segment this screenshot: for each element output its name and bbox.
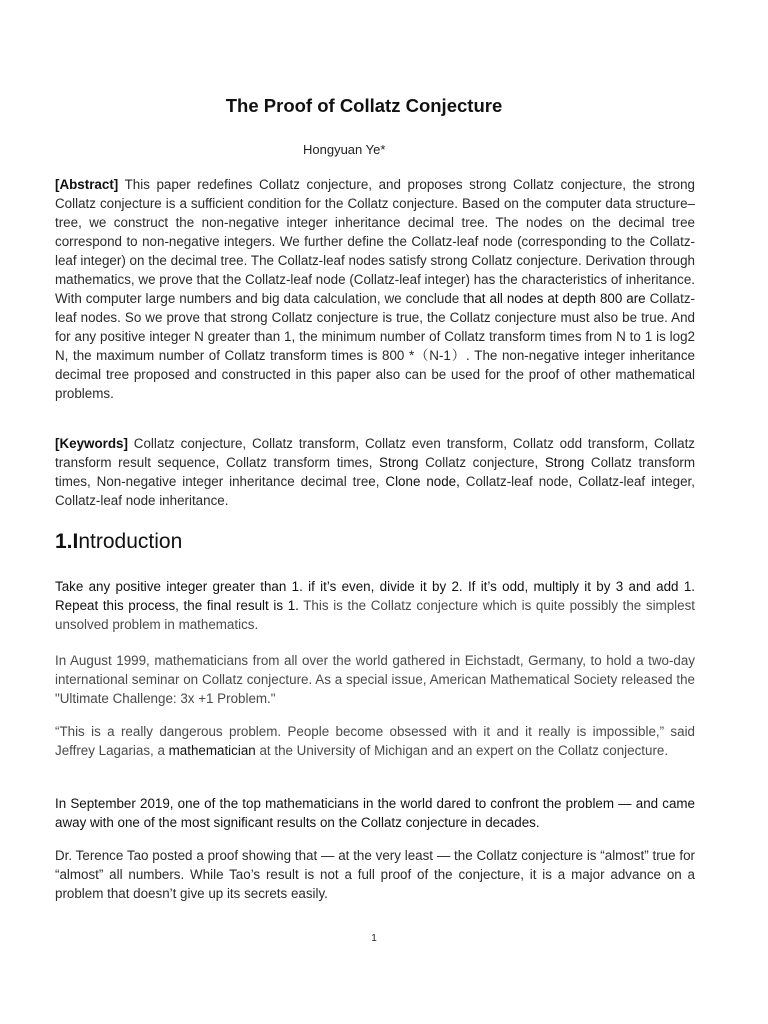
- keywords-strong-2: Strong: [544, 455, 585, 470]
- section-heading-introduction: [55, 530, 182, 554]
- abstract-emphasis: that all nodes at depth 800 are: [463, 291, 646, 306]
- paper-title: The Proof of Collatz Conjecture: [225, 95, 503, 116]
- intro-paragraph-2: In August 1999, mathematicians from all over the world gathered in Eichstadt, Germany, to hold a two-day international seminar on Collatz conjecture. As a special issue, American Mathematical Society released the "Ultimate Challenge: 3x +1 Problem.": [55, 653, 695, 706]
- keywords-clone-node: Clone node,: [385, 474, 460, 489]
- paper-author: Hongyuan Ye*: [303, 142, 386, 157]
- intro-p1-light-text: This is the Collatz conjecture which is quite possibly the simplest unsolved problem in mathematics.: [55, 598, 695, 632]
- keywords-text-1: Collatz conjecture, Collatz transform, Collatz even transform, Collatz odd transform, Collatz transform result sequence, Collatz transform times,: [55, 436, 695, 470]
- keywords-text-2: Collatz conjecture,: [418, 455, 545, 470]
- abstract-text-2: Collatz-leaf nodes. So we prove that strong Collatz conjecture is true, the Collatz conjecture must also be true. And for any positive integer N greater than 1, the minimum number of Collatz transform times from N to 1 is log2 N, the maximum number of Collatz transform times is 800 *（N-1）. The non-negative integer inheritance decimal tree proposed and constructed in this paper also can be used for the proof of other mathematical problems.: [55, 291, 695, 401]
- keywords-label: [Keywords]: [55, 436, 128, 451]
- abstract-text-1: This paper redefines Collatz conjecture, and proposes strong Collatz conjecture, the strong Collatz conjecture is a sufficient condition for the Collatz conjecture. Based on the computer data structure–tree, we construct the non-negative integer inheritance decimal tree. The nodes on the decimal tree correspond to non-negative integers. We further define the Collatz-leaf node (corresponding to the Collatz-leaf integer) on the decimal tree. The Collatz-leaf nodes satisfy strong Collatz conjecture. Derivation through mathematics, we prove that the Collatz-leaf node (Collatz-leaf integer) has the characteristics of inheritance. With computer large numbers and big data calculation, we conclude: [55, 177, 695, 306]
- abstract-label: [Abstract]: [55, 177, 119, 192]
- keywords-text-3: Collatz transform times, Non-negative integer inheritance decimal tree,: [55, 455, 695, 489]
- intro-p1-dark-text: Take any positive integer greater than 1. if it’s even, divide it by 2. If it’s odd, multiply it by 3 and add 1. Repeat this process, the final result is 1.: [55, 579, 695, 613]
- keywords-text-4: Collatz-leaf node, Collatz-leaf integer, Collatz-leaf node inheritance.: [55, 474, 695, 508]
- intro-paragraph-5: Dr. Terence Tao posted a proof showing that — at the very least — the Collatz conjecture is “almost” true for “almost” all numbers. While Tao’s result is not a full proof of the conjecture, it is a major advance on a problem that doesn’t give up its secrets easily.: [55, 848, 695, 901]
- section-title: ntroduction: [78, 530, 183, 553]
- keywords-strong-1: Strong: [379, 455, 419, 470]
- intro-p3-text-2: at the University of Michigan and an expert on the Collatz conjecture.: [255, 743, 669, 758]
- intro-paragraph-3: [55, 722, 695, 760]
- intro-p3-text-1: “This is a really dangerous problem. People become obsessed with it and it really is impossible,” said Jeffrey Lagarias, a: [55, 724, 695, 758]
- intro-p3-emphasis: mathematician: [168, 743, 256, 758]
- keywords-paragraph: [55, 434, 695, 510]
- abstract-paragraph: [55, 175, 695, 403]
- section-number: 1.I: [55, 530, 79, 553]
- intro-paragraph-4: In September 2019, one of the top mathematicians in the world dared to confront the problem — and came away with one of the most significant results on the Collatz conjecture in decades.: [55, 796, 695, 830]
- intro-paragraph-1: [55, 577, 695, 634]
- page-number: 1: [371, 933, 377, 944]
